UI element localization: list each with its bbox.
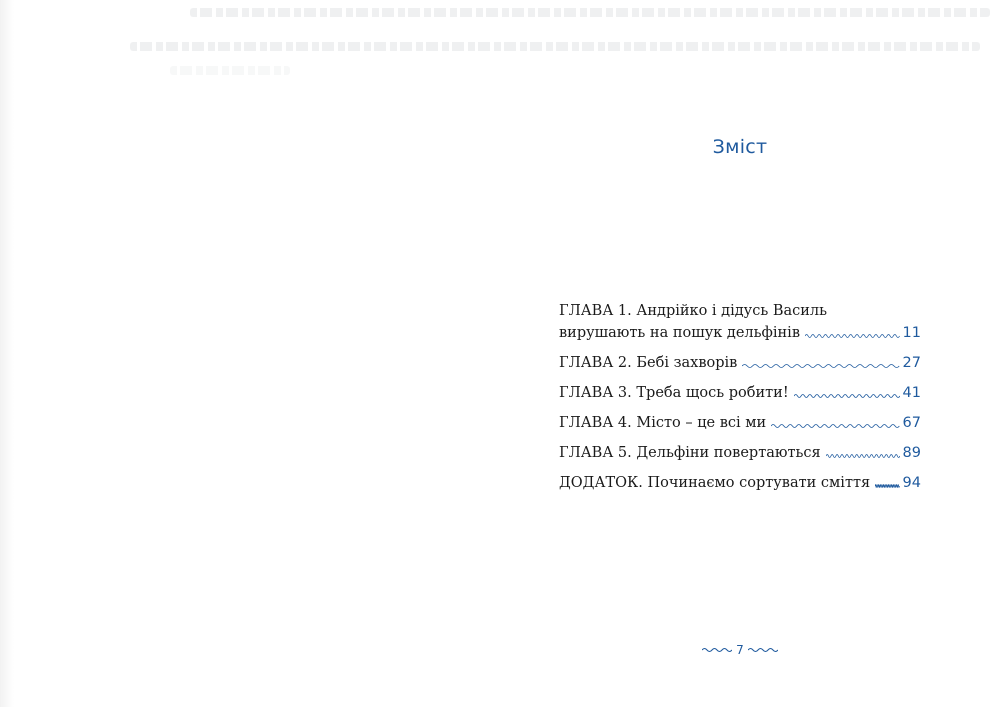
- toc-entry-label: вирушають на пошук дельфінів: [559, 325, 800, 341]
- toc-page-number: 11: [902, 325, 921, 341]
- toc-entry-chapter-1[interactable]: [559, 300, 921, 344]
- page-gutter-shadow: [0, 0, 14, 707]
- toc-page-number: 27: [902, 355, 921, 371]
- toc-entry-chapter-2[interactable]: [559, 352, 921, 374]
- toc-page-number: 89: [902, 445, 921, 461]
- wave-ornament-icon: [748, 647, 778, 653]
- toc-entry-label: ГЛАВА 4. Місто – це всі ми: [559, 415, 767, 431]
- toc-entry-appendix[interactable]: [559, 472, 921, 494]
- page-number: 7: [736, 643, 744, 657]
- wave-leader-icon: [875, 483, 899, 489]
- toc-page-number: 41: [902, 385, 921, 401]
- toc-entry-chapter-3[interactable]: [559, 382, 921, 404]
- toc-entry-label: ГЛАВА 3. Треба щось робити!: [559, 385, 789, 401]
- toc-entry-label-line1: ГЛАВА 1. Андрійко і дідусь Василь: [559, 303, 828, 319]
- page-title: Зміст: [712, 136, 768, 158]
- page-number-footer: [700, 640, 780, 660]
- wave-leader-icon: [805, 333, 900, 339]
- wave-leader-icon: [742, 363, 899, 369]
- toc-page-number: 94: [902, 475, 921, 491]
- wave-leader-icon: [826, 453, 900, 459]
- wave-ornament-icon: [702, 647, 732, 653]
- wave-leader-icon: [771, 423, 899, 429]
- toc-page-number: 67: [902, 415, 921, 431]
- toc-entry-chapter-5[interactable]: [559, 442, 921, 464]
- toc-entry-label: ГЛАВА 2. Бебі захворів: [559, 355, 738, 371]
- table-of-contents: [559, 300, 921, 502]
- bleed-through-text: [130, 0, 990, 80]
- wave-leader-icon: [794, 393, 900, 399]
- toc-entry-chapter-4[interactable]: [559, 412, 921, 434]
- toc-entry-label: ДОДАТОК. Починаємо сортувати сміття: [559, 475, 871, 491]
- toc-entry-label: ГЛАВА 5. Дельфіни повертаються: [559, 445, 821, 461]
